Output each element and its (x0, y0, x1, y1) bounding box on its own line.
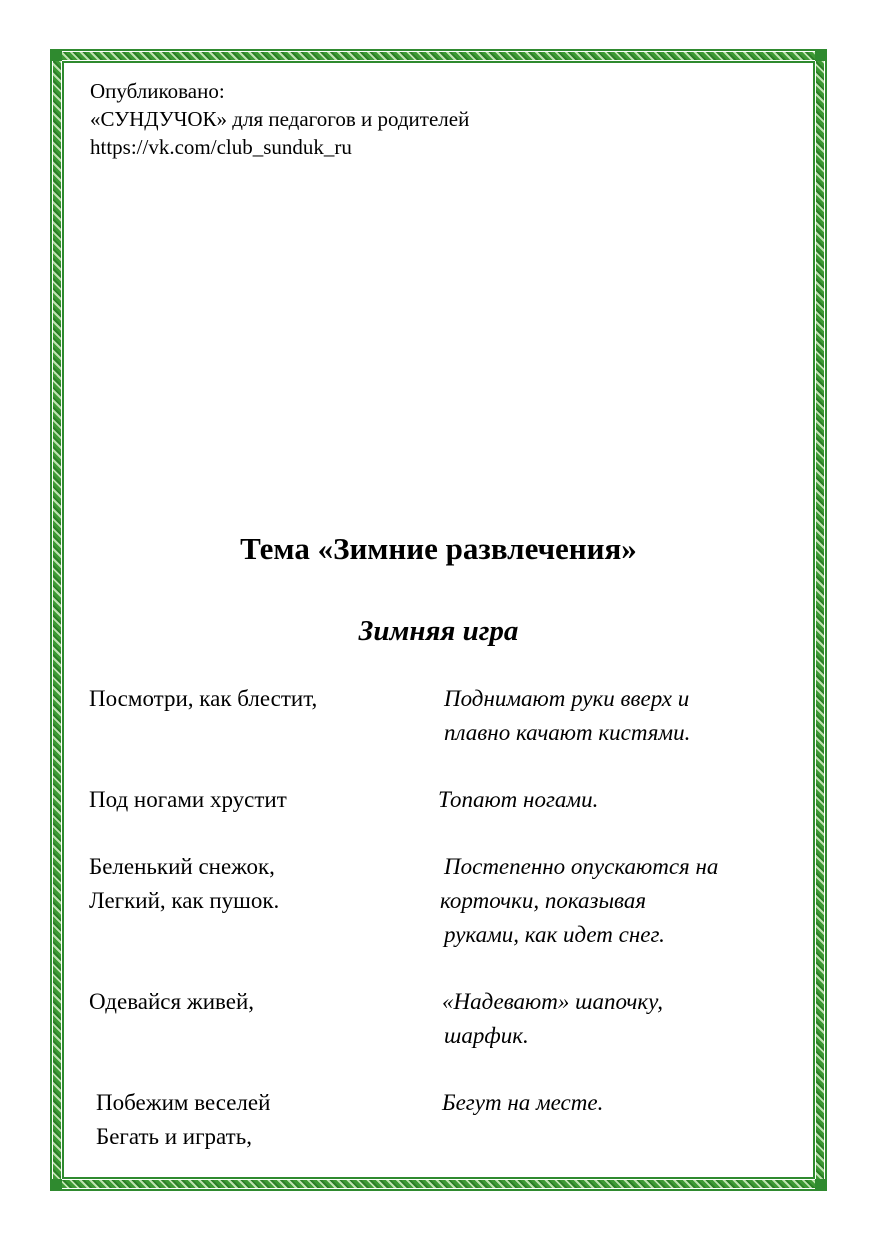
verse-line: Беленький снежок, (89, 854, 275, 879)
poem-title: Зимняя игра (358, 615, 519, 647)
border-corner (52, 1179, 62, 1189)
verse-line: Посмотри, как блестит, (89, 686, 318, 711)
border-corner (52, 51, 62, 61)
action-line: Топают ногами. (438, 787, 599, 812)
action-line: Постепенно опускаются на (444, 854, 719, 879)
border-corner (815, 51, 825, 61)
publisher-name: «СУНДУЧОК» для педагогов и родителей (90, 107, 470, 131)
verse-line: Побежим веселей (96, 1090, 271, 1115)
page-title: Тема «Зимние развлечения» (240, 531, 637, 566)
verse-line: Бегать и играть, (96, 1124, 252, 1149)
action-line: корточки, показывая (440, 888, 647, 913)
action-line: Бегут на месте. (442, 1090, 604, 1115)
verse-line: Легкий, как пушок. (89, 888, 280, 913)
publisher-link[interactable]: https://vk.com/club_sunduk_ru (90, 135, 352, 159)
verse-line: Под ногами хрустит (89, 787, 287, 812)
action-line: шарфик. (444, 1023, 529, 1048)
action-line: «Надевают» шапочку, (442, 989, 663, 1014)
verse-line: Одевайся живей, (89, 989, 255, 1014)
published-label: Опубликовано: (90, 79, 225, 103)
action-line: руками, как идет снег. (444, 922, 665, 947)
border-corner (815, 1179, 825, 1189)
action-line: плавно качают кистями. (444, 720, 691, 745)
publication-header (90, 77, 469, 161)
action-line: Поднимают руки вверх и (444, 686, 690, 711)
